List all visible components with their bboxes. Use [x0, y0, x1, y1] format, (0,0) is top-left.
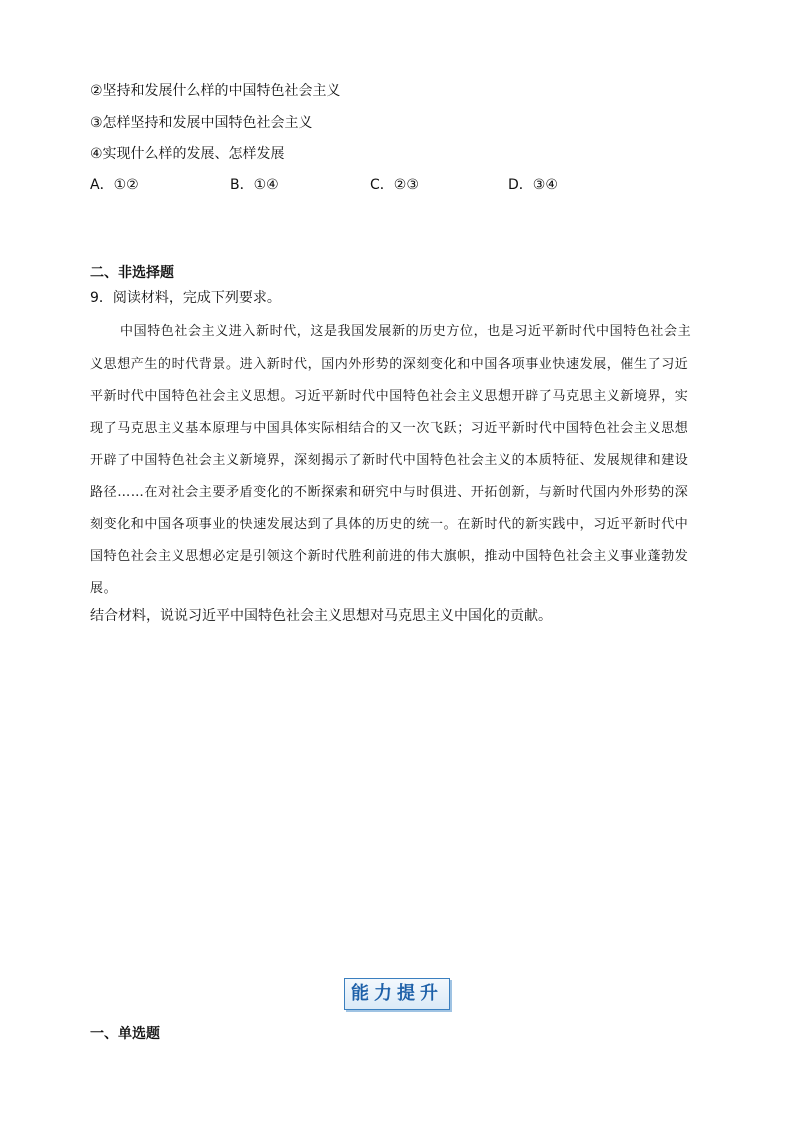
item-2: ②坚持和发展什么样的中国特色社会主义: [90, 83, 341, 99]
option-a: A．①②: [90, 177, 139, 193]
option-d: D．③④: [508, 177, 558, 193]
item-3: ③怎样坚持和发展中国特色社会主义: [90, 115, 313, 131]
option-b: B．①④: [230, 177, 279, 193]
passage-line: 义思想产生的时代背景。进入新时代，国内外形势的深刻变化和中国各项事业快速发展，催生了习近: [90, 357, 689, 372]
question-9: 9．阅读材料，完成下列要求。: [90, 290, 281, 306]
passage-line: 现了马克思主义基本原理与中国具体实际相结合的又一次飞跃；习近平新时代中国特色社会主义思想: [90, 421, 689, 436]
passage-line: 刻变化和中国各项事业的快速发展达到了具体的历史的统一。在新时代的新实践中，习近平新时代中: [90, 517, 689, 532]
ability-boost-banner: 能力提升: [344, 978, 450, 1010]
passage-line: 路径……在对社会主要矛盾变化的不断探索和研究中与时俱进、开拓创新，与新时代国内外形势的深: [90, 485, 689, 500]
passage-line: 展。: [90, 581, 118, 596]
option-c: C．②③: [370, 177, 419, 193]
passage-line: 国特色社会主义思想必定是引领这个新时代胜利前进的伟大旗帜，推动中国特色社会主义事业蓬勃发: [90, 549, 689, 564]
question-prompt: 结合材料，说说习近平中国特色社会主义思想对马克思主义中国化的贡献。: [90, 608, 552, 624]
passage-line: 开辟了中国特色社会主义新境界，深刻揭示了新时代中国特色社会主义的本质特征、发展规律和建设: [90, 453, 689, 468]
passage-line: 平新时代中国特色社会主义思想。习近平新时代中国特色社会主义思想开辟了马克思主义新境界，实: [90, 389, 689, 404]
item-4: ④实现什么样的发展、怎样发展: [90, 146, 285, 162]
section-heading-non-choice: 二、非选择题: [90, 265, 174, 281]
section-heading-single-choice: 一、单选题: [90, 1026, 160, 1042]
passage-line: 中国特色社会主义进入新时代，这是我国发展新的历史方位，也是习近平新时代中国特色社会主: [120, 324, 692, 339]
answer-options: [90, 175, 690, 195]
